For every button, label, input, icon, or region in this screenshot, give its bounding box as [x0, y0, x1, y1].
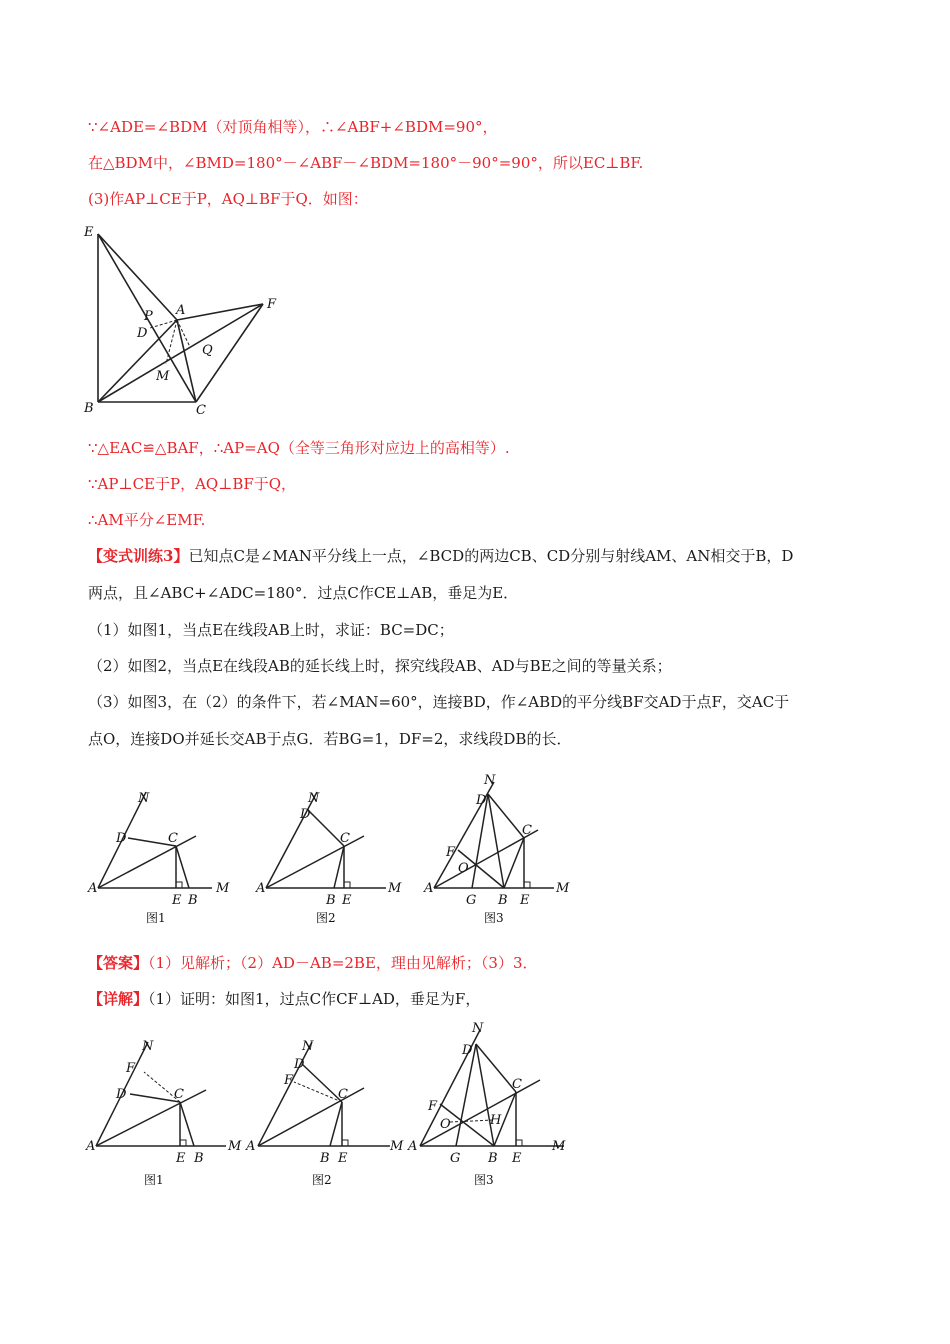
exercise-tag: 【变式训练3】	[88, 547, 189, 565]
r2f3-label-H: H	[490, 1113, 502, 1128]
r2f1-label-N: N	[142, 1039, 154, 1054]
f3-caption: 图3	[484, 911, 504, 925]
figure-congruent-triangles	[80, 222, 290, 422]
f2-label-B: B	[326, 893, 336, 908]
r2f2-label-B: B	[320, 1151, 330, 1166]
f2-label-E: E	[342, 893, 352, 908]
r2f2-label-F: F	[284, 1073, 294, 1088]
label-D: D	[137, 326, 148, 341]
label-C: C	[196, 403, 206, 418]
r2f1-label-C: C	[174, 1087, 184, 1102]
answer-text: （1）见解析；（2）AD－AB=2BE，理由见解析；（3）3．	[148, 954, 538, 972]
f3-label-C: C	[522, 823, 532, 838]
proof-line-5: ∵AP⊥CE于P，AQ⊥BF于Q，	[88, 475, 297, 493]
f1-label-C: C	[168, 831, 178, 846]
r2f3-label-F: F	[428, 1099, 438, 1114]
r2f1-label-E: E	[176, 1151, 186, 1166]
f2-caption: 图2	[316, 911, 336, 925]
detail-tag: 【详解】	[88, 990, 149, 1008]
f2-label-D: D	[300, 807, 311, 822]
question-3a: （3）如图3，在（2）的条件下，若∠MAN=60°，连接BD，作∠ABD的平分线BF交AD于点F，交AC于	[88, 693, 790, 711]
exercise-line-1	[88, 546, 793, 566]
detail-text: （1）证明：如图1，过点C作CF⊥AD，垂足为F，	[148, 990, 481, 1008]
r2f2-label-E: E	[338, 1151, 348, 1166]
label-Q: Q	[202, 343, 213, 358]
f1-label-B: B	[188, 893, 198, 908]
f3-label-N: N	[484, 773, 496, 788]
f1-caption: 图1	[146, 911, 166, 925]
f3-label-F: F	[446, 845, 456, 860]
r2f2-label-N: N	[302, 1039, 314, 1054]
r2f1-label-D: D	[116, 1087, 127, 1102]
f3-label-B: B	[498, 893, 508, 908]
f1-label-M: M	[216, 881, 230, 896]
detail-line	[88, 989, 480, 1009]
r2f2-label-A: A	[246, 1139, 256, 1154]
label-E: E	[84, 225, 94, 240]
r2f3-label-M: M	[552, 1139, 566, 1154]
f3-label-G: G	[466, 893, 477, 908]
f2-label-C: C	[340, 831, 350, 846]
r2f1-label-A: A	[86, 1139, 96, 1154]
label-P: P	[144, 309, 153, 324]
label-A: A	[176, 303, 186, 318]
r2f1-label-M: M	[228, 1139, 242, 1154]
proof-line-1: ∵∠ADE=∠BDM（对顶角相等），∴∠ABF+∠BDM=90°，	[88, 118, 498, 136]
proof-line-2: 在△BDM中，∠BMD=180°－∠ABF－∠BDM=180°－90°=90°，所以EC⊥BF.	[88, 154, 644, 172]
r2f1-label-B: B	[194, 1151, 204, 1166]
r2f2-label-M: M	[390, 1139, 404, 1154]
f3-label-D: D	[476, 793, 487, 808]
proof-line-3: (3)作AP⊥CE于P，AQ⊥BF于Q．如图：	[88, 190, 368, 208]
figures-row-1	[86, 770, 576, 930]
f2-label-M: M	[388, 881, 402, 896]
f1-label-E: E	[172, 893, 182, 908]
r2f1-caption: 图1	[144, 1173, 164, 1187]
label-M: M	[156, 369, 170, 384]
r2f3-label-C: C	[512, 1077, 522, 1092]
r2f3-label-A: A	[408, 1139, 418, 1154]
proof-line-4: ∵△EAC≌△BAF，∴AP=AQ（全等三角形对应边上的高相等）.	[88, 439, 510, 457]
r2f3-label-E: E	[512, 1151, 522, 1166]
f3-label-M: M	[556, 881, 570, 896]
question-3b: 点O，连接DO并延长交AB于点G．若BG=1，DF=2，求线段DB的长．	[88, 730, 572, 748]
f1-label-A: A	[88, 881, 98, 896]
label-F: F	[267, 297, 277, 312]
r2f2-caption: 图2	[312, 1173, 332, 1187]
r2f3-label-N: N	[472, 1021, 484, 1036]
exercise-text-1: 已知点C是∠MAN平分线上一点，∠BCD的两边CB、CD分别与射线AM、AN相交于B，D	[188, 547, 794, 565]
question-2: （2）如图2，当点E在线段AB的延长线上时，探究线段AB、AD与BE之间的等量关系；	[88, 657, 672, 675]
f3-label-A: A	[424, 881, 434, 896]
f2-label-A: A	[256, 881, 266, 896]
r2f3-label-G: G	[450, 1151, 461, 1166]
f2-label-N: N	[308, 791, 320, 806]
question-1: （1）如图1，当点E在线段AB上时，求证：BC=DC；	[88, 621, 454, 639]
f3-label-E: E	[520, 893, 530, 908]
f3-label-O: O	[458, 861, 469, 876]
r2f2-label-D: D	[294, 1057, 305, 1072]
r2f1-label-F: F	[126, 1061, 136, 1076]
r2f3-label-B: B	[488, 1151, 498, 1166]
answer-tag: 【答案】	[88, 954, 149, 972]
r2f3-caption: 图3	[474, 1173, 494, 1187]
figures-row-2	[84, 1018, 574, 1188]
r2f3-label-D: D	[462, 1043, 473, 1058]
exercise-line-2: 两点，且∠ABC+∠ADC=180°．过点C作CE⊥AB，垂足为E．	[88, 584, 519, 602]
f1-label-N: N	[138, 791, 150, 806]
answer-line	[88, 953, 538, 973]
f1-label-D: D	[116, 831, 127, 846]
r2f2-label-C: C	[338, 1087, 348, 1102]
label-B: B	[84, 401, 94, 416]
r2f3-label-O: O	[440, 1117, 451, 1132]
proof-line-6: ∴AM平分∠EMF.	[88, 511, 206, 529]
